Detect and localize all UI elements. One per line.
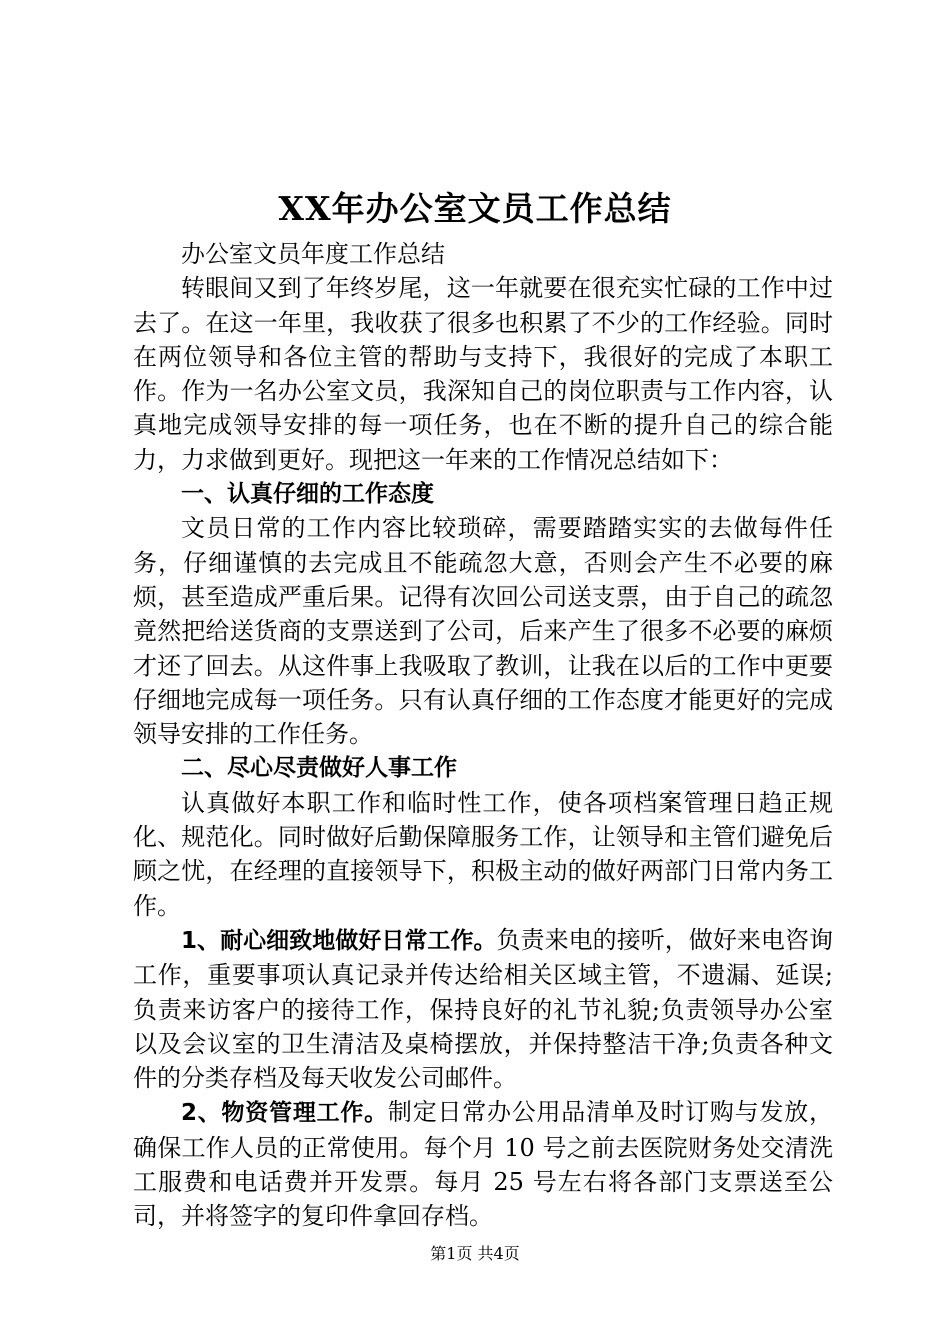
paragraph-daily-work xyxy=(133,923,833,1095)
daily-work-lead: 1、耐心细致地做好日常工作。 xyxy=(181,927,497,954)
paragraph-subtitle: 办公室文员年度工作总结 xyxy=(181,240,445,268)
section-heading-2: 二、尽心尽责做好人事工作 xyxy=(181,755,457,782)
page-number-footer: 第1页 共4页 xyxy=(430,1244,520,1263)
document-title: XX年办公室文员工作总结 xyxy=(278,189,672,228)
material-management-lead: 2、物资管理工作。 xyxy=(181,1100,388,1127)
material-management-text: 制定日常办公用品清单及时订购与发放，确保工作人员的正常使用。每个月 10 号之前去医院财务处交清洗工服费和电话费并开发票。每月 25 号左右将各部门支票送至公司，并将签字的复印件拿回存档。 xyxy=(133,1098,833,1231)
section-heading-1: 一、认真仔细的工作态度 xyxy=(181,481,434,508)
paragraph-intro: 转眼间又到了年终岁尾，这一年就要在很充实忙碌的工作中过去了。在这一年里，我收获了很多也积累了不少的工作经验。同时在两位领导和各位主管的帮助与支持下，我很好的完成了本职工作。作为一名办公室文员，我深知自己的岗位职责与工作内容，认真地完成领导安排的每一项任务，也在不断的提升自己的综合能力，力求做到更好。现把这一年来的工作情况总结如下： xyxy=(133,274,833,474)
daily-work-text: 负责来电的接听，做好来电咨询工作，重要事项认真记录并传达给相关区域主管，不遗漏、延误;负责来访客户的接待工作，保持良好的礼节礼貌;负责领导办公室以及会议室的卫生清洁及桌椅摆放，并保持整洁干净;负责各种文件的分类存档及每天收发公司邮件。 xyxy=(133,925,833,1093)
paragraph-material-management xyxy=(133,1095,833,1233)
paragraph-section-2: 认真做好本职工作和临时性工作，使各项档案管理日趋正规化、规范化。同时做好后勤保障服务工作，让领导和主管们避免后顾之忧，在经理的直接领导下，积极主动的做好两部门日常内务工作。 xyxy=(133,788,833,920)
document-body xyxy=(133,237,833,1234)
paragraph-section-1: 文员日常的工作内容比较琐碎，需要踏踏实实的去做每件任务，仔细谨慎的去完成且不能疏忽大意，否则会产生不必要的麻烦，甚至造成严重后果。记得有次回公司送支票，由于自己的疏忽竟然把给送货商的支票送到了公司，后来产生了很多不必要的麻烦才还了回去。从这件事上我吸取了教训，让我在以后的工作中更要仔细地完成每一项任务。只有认真仔细的工作态度才能更好的完成领导安排的工作任务。 xyxy=(133,514,833,749)
